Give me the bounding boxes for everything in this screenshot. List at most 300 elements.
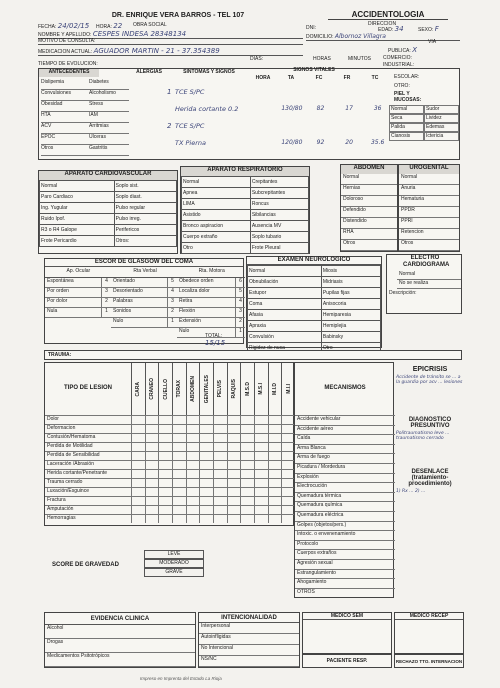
lesion-cell[interactable] bbox=[240, 515, 254, 523]
antecedente-item[interactable]: Diabetes bbox=[89, 79, 129, 90]
antecedente-item[interactable]: Otros bbox=[41, 145, 89, 156]
lesion-cell[interactable] bbox=[227, 425, 241, 433]
lesion-cell[interactable] bbox=[158, 416, 172, 424]
lesion-cell[interactable] bbox=[240, 434, 254, 442]
lesion-cell[interactable] bbox=[254, 461, 268, 469]
option-cell[interactable]: Pulso regular bbox=[114, 203, 176, 214]
antecedente-item[interactable]: Stress bbox=[89, 101, 129, 112]
lesion-cell[interactable] bbox=[158, 452, 172, 460]
lesion-cell[interactable] bbox=[240, 461, 254, 469]
list-item[interactable]: Hernias bbox=[341, 185, 397, 196]
mecanismo-item[interactable]: Arma Blanca bbox=[295, 444, 395, 454]
lesion-cell[interactable] bbox=[240, 425, 254, 433]
list-item[interactable]: Anuria bbox=[399, 185, 459, 196]
mecanismo-item[interactable]: Electrocución bbox=[295, 482, 395, 492]
glasgow-row[interactable] bbox=[111, 278, 177, 288]
lesion-cell[interactable] bbox=[281, 506, 295, 514]
piel-item[interactable]: Palida bbox=[389, 123, 424, 132]
lesion-cell[interactable] bbox=[281, 452, 295, 460]
lesion-cell[interactable] bbox=[199, 479, 213, 487]
lesion-cell[interactable] bbox=[227, 515, 241, 523]
lesion-cell[interactable] bbox=[281, 470, 295, 478]
mecanismo-item[interactable]: Golpes (objetos/pers.) bbox=[295, 521, 395, 531]
mecanismo-item[interactable]: Ahogamiento bbox=[295, 578, 395, 588]
desenlace-text[interactable]: 1) Rx ... 2) ... bbox=[396, 489, 426, 494]
lesion-cell[interactable] bbox=[268, 443, 282, 451]
option-cell[interactable]: Coma bbox=[248, 299, 322, 310]
list-item[interactable]: Normal bbox=[397, 271, 461, 280]
lesion-cell[interactable] bbox=[145, 425, 159, 433]
lesion-cell[interactable] bbox=[131, 425, 145, 433]
glasgow-row[interactable] bbox=[177, 318, 245, 328]
lesion-cell[interactable] bbox=[158, 434, 172, 442]
lesion-cell[interactable] bbox=[158, 425, 172, 433]
option-cell[interactable]: Anisocoria bbox=[321, 299, 380, 310]
lesion-cell[interactable] bbox=[268, 506, 282, 514]
antecedente-item[interactable]: Convulsiones bbox=[41, 90, 89, 101]
vital-fc[interactable]: 82 bbox=[316, 105, 325, 112]
lesion-cell[interactable] bbox=[131, 434, 145, 442]
lesion-cell[interactable] bbox=[145, 470, 159, 478]
lesion-cell[interactable] bbox=[131, 470, 145, 478]
option-cell[interactable]: Apnea bbox=[182, 188, 251, 199]
lesion-cell[interactable] bbox=[227, 506, 241, 514]
piel-item[interactable]: Normal bbox=[389, 105, 424, 114]
lesion-cell[interactable] bbox=[240, 452, 254, 460]
mecanismo-item[interactable]: Accidente aéreo bbox=[295, 425, 395, 435]
lesion-cell[interactable] bbox=[213, 416, 227, 424]
option-cell[interactable]: Ing. Yugular bbox=[40, 203, 115, 214]
piel-item[interactable]: Sudor bbox=[424, 105, 459, 114]
antecedente-item[interactable]: IAM bbox=[89, 112, 129, 123]
domicilio-value[interactable]: Albornoz Villagra bbox=[334, 33, 386, 40]
lesion-cell[interactable] bbox=[199, 470, 213, 478]
lesion-cell[interactable] bbox=[131, 452, 145, 460]
lesion-cell[interactable] bbox=[186, 425, 200, 433]
glasgow-row[interactable] bbox=[111, 288, 177, 298]
lesion-cell[interactable] bbox=[172, 479, 186, 487]
lesion-cell[interactable] bbox=[199, 515, 213, 523]
option-cell[interactable]: Rigidez de nuca bbox=[248, 343, 322, 354]
lesion-cell[interactable] bbox=[145, 443, 159, 451]
list-item[interactable]: PPRI bbox=[399, 218, 459, 229]
lesion-cell[interactable] bbox=[131, 443, 145, 451]
glasgow-row[interactable] bbox=[177, 278, 245, 288]
option-cell[interactable]: Normal bbox=[182, 177, 251, 188]
lesion-cell[interactable] bbox=[268, 470, 282, 478]
publica-value[interactable]: X bbox=[412, 46, 417, 54]
lesion-cell[interactable] bbox=[172, 434, 186, 442]
sintoma-text[interactable]: Herida cortante 0.2 bbox=[175, 104, 239, 113]
lesion-cell[interactable] bbox=[227, 452, 241, 460]
lesion-label: Trauma cerrado bbox=[47, 479, 83, 485]
lesion-cell[interactable] bbox=[254, 479, 268, 487]
antecedente-item[interactable]: Obesidad bbox=[41, 101, 89, 112]
lesion-cell[interactable] bbox=[213, 515, 227, 523]
piel-item[interactable]: Ictericia bbox=[424, 132, 459, 141]
list-item[interactable]: PPDR bbox=[399, 207, 459, 218]
list-item[interactable]: Defendido bbox=[341, 207, 397, 218]
sintoma-text[interactable]: TCE S/PC bbox=[175, 121, 205, 130]
lesion-cell[interactable] bbox=[186, 479, 200, 487]
lesion-cell[interactable] bbox=[131, 515, 145, 523]
option-cell[interactable]: Pulso irreg. bbox=[114, 214, 176, 225]
lesion-cell[interactable] bbox=[145, 479, 159, 487]
lesion-cell[interactable] bbox=[213, 443, 227, 451]
antecedente-item[interactable]: Gastritis bbox=[89, 145, 129, 156]
lesion-cell[interactable] bbox=[281, 425, 295, 433]
lesion-cell[interactable] bbox=[186, 461, 200, 469]
lesion-cell[interactable] bbox=[281, 479, 295, 487]
mecanismo-item[interactable]: OTROS bbox=[295, 588, 395, 598]
list-item[interactable]: No Intencional bbox=[199, 645, 299, 656]
lesion-cell[interactable] bbox=[131, 488, 145, 496]
lesion-cell[interactable] bbox=[172, 443, 186, 451]
lesion-cell[interactable] bbox=[281, 497, 295, 505]
lesion-cell[interactable] bbox=[281, 416, 295, 424]
lesion-cell[interactable] bbox=[254, 434, 268, 442]
lesion-cell[interactable] bbox=[186, 506, 200, 514]
vital-fr[interactable]: 17 bbox=[345, 105, 353, 112]
option-cell[interactable]: Normal bbox=[40, 181, 115, 192]
sintoma-text[interactable]: TCE S/PC bbox=[175, 87, 205, 96]
glasgow-row[interactable] bbox=[45, 298, 111, 308]
lesion-cell[interactable] bbox=[254, 443, 268, 451]
mecanismo-item[interactable]: Cuerpos extraños bbox=[295, 549, 395, 559]
glasgow-row[interactable] bbox=[111, 318, 177, 328]
list-item[interactable]: Doloroso bbox=[341, 196, 397, 207]
trauma-col-label: M.I.D bbox=[272, 383, 279, 395]
lesion-cell[interactable] bbox=[186, 434, 200, 442]
dias-label: DIAS: bbox=[250, 56, 264, 62]
lesion-cell[interactable] bbox=[145, 506, 159, 514]
lesion-cell[interactable] bbox=[145, 416, 159, 424]
vital-fr[interactable]: 20 bbox=[345, 139, 353, 146]
glasgow-row[interactable] bbox=[45, 308, 111, 318]
lesion-cell[interactable] bbox=[172, 488, 186, 496]
lesion-cell[interactable] bbox=[199, 452, 213, 460]
lesion-cell[interactable] bbox=[131, 479, 145, 487]
gravedad-option[interactable]: GRAVE bbox=[144, 568, 204, 577]
list-item[interactable]: Distendido bbox=[341, 218, 397, 229]
mecanismo-item[interactable]: Quemadura química bbox=[295, 501, 395, 511]
lesion-cell[interactable] bbox=[240, 416, 254, 424]
sintoma-num[interactable]: 1 bbox=[167, 87, 172, 96]
lesion-cell[interactable] bbox=[240, 506, 254, 514]
mecanismo-item[interactable]: Arma de fuego bbox=[295, 453, 395, 463]
lesion-cell[interactable] bbox=[199, 461, 213, 469]
mecanismo-item[interactable]: Picadura / Mordedura bbox=[295, 463, 395, 473]
lesion-cell[interactable] bbox=[240, 443, 254, 451]
sintoma-text[interactable]: TX Pierna bbox=[175, 138, 206, 147]
option-cell[interactable]: Estupor bbox=[248, 288, 322, 299]
piel-item[interactable]: Edemas bbox=[424, 123, 459, 132]
glasgow-row[interactable] bbox=[177, 288, 245, 298]
antecedente-item[interactable]: Alcoholismo bbox=[89, 90, 129, 101]
nombre-value[interactable]: CESPES INDESA 28348134 bbox=[92, 30, 187, 38]
lesion-cell[interactable] bbox=[199, 506, 213, 514]
option-cell[interactable]: Pupilas fijas bbox=[321, 288, 380, 299]
vital-tc[interactable]: 35.6 bbox=[370, 139, 385, 146]
lesion-cell[interactable] bbox=[131, 461, 145, 469]
lesion-cell[interactable] bbox=[213, 425, 227, 433]
lesion-cell[interactable] bbox=[254, 416, 268, 424]
option-cell[interactable]: Miosis bbox=[321, 266, 380, 277]
lesion-cell[interactable] bbox=[268, 434, 282, 442]
lesion-cell[interactable] bbox=[227, 497, 241, 505]
lesion-cell[interactable] bbox=[145, 461, 159, 469]
lesion-cell[interactable] bbox=[281, 515, 295, 523]
piel-item[interactable]: Seca bbox=[389, 114, 424, 123]
glasgow-row[interactable] bbox=[45, 278, 111, 288]
lesion-cell[interactable] bbox=[186, 443, 200, 451]
list-item[interactable]: No se realiza bbox=[397, 280, 461, 289]
evidencia-title: EVIDENCIA CLINICA bbox=[45, 613, 195, 625]
lesion-cell[interactable] bbox=[172, 416, 186, 424]
lesion-cell[interactable] bbox=[213, 506, 227, 514]
list-item[interactable]: Otros bbox=[399, 240, 459, 251]
option-cell[interactable]: R3 o R4 Galope bbox=[40, 225, 115, 236]
antecedente-item[interactable]: EPOC bbox=[41, 134, 89, 145]
piel-item[interactable]: Lividez bbox=[424, 114, 459, 123]
list-item[interactable]: Autoinfligidas bbox=[199, 634, 299, 645]
lesion-cell[interactable] bbox=[172, 506, 186, 514]
lesion-cell[interactable] bbox=[199, 434, 213, 442]
option-cell[interactable]: Subcrepitantes bbox=[250, 188, 308, 199]
lesion-cell[interactable] bbox=[213, 452, 227, 460]
lesion-cell[interactable] bbox=[227, 434, 241, 442]
lesion-cell[interactable] bbox=[227, 416, 241, 424]
lesion-cell[interactable] bbox=[172, 515, 186, 523]
antecedente-item[interactable]: ACV bbox=[41, 123, 89, 134]
lesion-cell[interactable] bbox=[213, 434, 227, 442]
glasgow-row[interactable] bbox=[177, 308, 245, 318]
option-cell[interactable]: Hemiparesia bbox=[321, 310, 380, 321]
lesion-cell[interactable] bbox=[227, 443, 241, 451]
mecanismo-item[interactable]: Intoxic. o envenenamiento bbox=[295, 530, 395, 540]
lesion-cell[interactable] bbox=[145, 488, 159, 496]
lesion-cell[interactable] bbox=[186, 452, 200, 460]
lesion-cell[interactable] bbox=[268, 479, 282, 487]
lesion-cell[interactable] bbox=[254, 497, 268, 505]
option-cell[interactable]: Ruido Ipof. bbox=[40, 214, 115, 225]
lesion-cell[interactable] bbox=[158, 470, 172, 478]
lesion-cell[interactable] bbox=[240, 488, 254, 496]
lesion-cell[interactable] bbox=[186, 488, 200, 496]
lesion-cell[interactable] bbox=[172, 452, 186, 460]
lesion-cell[interactable] bbox=[158, 488, 172, 496]
vital-ta[interactable]: 130/80 bbox=[281, 105, 303, 112]
lesion-cell[interactable] bbox=[172, 425, 186, 433]
glasgow-total-value[interactable]: 15/15 bbox=[205, 339, 226, 347]
lesion-cell[interactable] bbox=[227, 488, 241, 496]
lesion-cell[interactable] bbox=[199, 425, 213, 433]
lesion-cell[interactable] bbox=[158, 497, 172, 505]
list-item[interactable]: Hematuria bbox=[399, 196, 459, 207]
vital-fc[interactable]: 92 bbox=[316, 139, 325, 146]
lesion-cell[interactable] bbox=[240, 470, 254, 478]
option-cell[interactable]: Frote Pericardio bbox=[40, 236, 115, 247]
option-cell[interactable]: Otro bbox=[321, 343, 380, 354]
lesion-cell[interactable] bbox=[281, 434, 295, 442]
antecedente-item[interactable]: HTA bbox=[41, 112, 89, 123]
option-cell[interactable]: Roncus bbox=[250, 199, 308, 210]
option-cell[interactable]: Soplo sist. bbox=[114, 181, 176, 192]
option-cell[interactable]: Crepitantes bbox=[250, 177, 308, 188]
lesion-cell[interactable] bbox=[172, 461, 186, 469]
option-cell[interactable]: Asistido bbox=[182, 210, 251, 221]
lesion-cell[interactable] bbox=[158, 506, 172, 514]
sexo-value[interactable]: F bbox=[434, 25, 439, 33]
option-cell[interactable]: Babinsky bbox=[321, 332, 380, 343]
option-cell[interactable]: Frote Pleural bbox=[250, 243, 308, 254]
glasgow-row[interactable] bbox=[177, 298, 245, 308]
glasgow-row[interactable] bbox=[111, 308, 177, 318]
glasgow-row[interactable] bbox=[45, 288, 111, 298]
lesion-cell[interactable] bbox=[240, 479, 254, 487]
mecanismo-item[interactable]: Quemadura térmica bbox=[295, 492, 395, 502]
mecanismo-item[interactable]: Estrangulamiento bbox=[295, 569, 395, 579]
option-cell[interactable]: Cuerpo extraño bbox=[182, 232, 251, 243]
lesion-cell[interactable] bbox=[158, 479, 172, 487]
lesion-cell[interactable] bbox=[227, 461, 241, 469]
option-cell[interactable]: LIMA bbox=[182, 199, 251, 210]
lesion-cell[interactable] bbox=[281, 461, 295, 469]
lesion-cell[interactable] bbox=[213, 461, 227, 469]
option-cell[interactable]: Bronco aspiracion bbox=[182, 221, 251, 232]
sintoma-num[interactable]: 2 bbox=[167, 121, 172, 130]
lesion-cell[interactable] bbox=[172, 497, 186, 505]
lesion-cell[interactable] bbox=[158, 461, 172, 469]
option-cell[interactable]: Soplo tubario bbox=[250, 232, 308, 243]
list-item[interactable]: RHA bbox=[341, 229, 397, 240]
mecanismo-item[interactable]: Quemadura eléctrica bbox=[295, 511, 395, 521]
edad-value[interactable]: 34 bbox=[394, 25, 404, 33]
lesion-cell[interactable] bbox=[268, 488, 282, 496]
lesion-cell[interactable] bbox=[268, 497, 282, 505]
lesion-cell[interactable] bbox=[199, 443, 213, 451]
lesion-cell[interactable] bbox=[213, 488, 227, 496]
diagnostico-text[interactable]: Politraumatismo leve ... traumatismo cerrado bbox=[396, 431, 450, 441]
lesion-cell[interactable] bbox=[145, 497, 159, 505]
lesion-cell[interactable] bbox=[254, 452, 268, 460]
table-row bbox=[248, 321, 381, 332]
option-cell[interactable]: Sibilancias bbox=[250, 210, 308, 221]
lesion-cell[interactable] bbox=[254, 506, 268, 514]
option-cell[interactable]: Afasia bbox=[248, 310, 322, 321]
lesion-cell[interactable] bbox=[213, 470, 227, 478]
lesion-cell[interactable] bbox=[186, 497, 200, 505]
option-cell[interactable]: Midriasis bbox=[321, 277, 380, 288]
lesion-cell[interactable] bbox=[186, 515, 200, 523]
option-cell[interactable]: Ausencia MV bbox=[250, 221, 308, 232]
antecedente-item[interactable]: Ulceras bbox=[89, 134, 129, 145]
mecanismo-item[interactable]: Caída bbox=[295, 434, 395, 444]
list-item[interactable]: NS/NC bbox=[199, 656, 299, 667]
lesion-cell[interactable] bbox=[158, 515, 172, 523]
mecanismos-section bbox=[294, 362, 394, 598]
vital-tc[interactable]: 36 bbox=[373, 105, 382, 112]
option-cell[interactable]: Hemiplejia bbox=[321, 321, 380, 332]
mecanismo-item[interactable]: Accidente vehicular bbox=[295, 415, 395, 425]
fecha-value[interactable]: 24/02/15 bbox=[57, 22, 90, 30]
lesion-cell[interactable] bbox=[199, 497, 213, 505]
mecanismo-item[interactable]: Protocolo bbox=[295, 540, 395, 550]
list-item[interactable]: Interpersonal bbox=[199, 623, 299, 634]
option-cell[interactable]: Normal bbox=[248, 266, 322, 277]
lesion-cell[interactable] bbox=[145, 452, 159, 460]
lesion-cell[interactable] bbox=[131, 497, 145, 505]
list-item[interactable]: Normal bbox=[399, 174, 459, 185]
antecedente-item[interactable]: Arritmias bbox=[89, 123, 129, 134]
lesion-cell[interactable] bbox=[281, 443, 295, 451]
list-item[interactable]: Retencion bbox=[399, 229, 459, 240]
lesion-cell[interactable] bbox=[186, 470, 200, 478]
list-item[interactable]: Drogas bbox=[45, 639, 195, 653]
lesion-cell[interactable] bbox=[254, 470, 268, 478]
option-cell[interactable]: Convulsión bbox=[248, 332, 322, 343]
lesion-cell[interactable] bbox=[268, 461, 282, 469]
lesion-cell[interactable] bbox=[281, 488, 295, 496]
list-item[interactable]: Alcohol bbox=[45, 625, 195, 639]
glasgow-row[interactable] bbox=[111, 298, 177, 308]
list-item[interactable]: Medicamentos Psitotrópicos bbox=[45, 653, 195, 667]
lesion-cell[interactable] bbox=[213, 497, 227, 505]
lesion-cell[interactable] bbox=[213, 479, 227, 487]
antecedente-item[interactable]: Dislipemia bbox=[41, 79, 89, 90]
lesion-cell[interactable] bbox=[254, 425, 268, 433]
lesion-cell[interactable] bbox=[254, 515, 268, 523]
lesion-cell[interactable] bbox=[268, 425, 282, 433]
mecanismo-item[interactable]: Explosión bbox=[295, 473, 395, 483]
lesion-cell[interactable] bbox=[268, 416, 282, 424]
gravedad-option[interactable]: LEVE bbox=[144, 550, 204, 559]
vital-ta[interactable]: 120/80 bbox=[281, 139, 303, 146]
lesion-cell[interactable] bbox=[199, 488, 213, 496]
option-cell[interactable]: Otros: bbox=[114, 236, 176, 247]
lesion-cell[interactable] bbox=[158, 443, 172, 451]
option-cell[interactable]: Perifericos bbox=[114, 225, 176, 236]
option-cell[interactable]: Paro Cardiaco bbox=[40, 192, 115, 203]
gravedad-option[interactable]: MODERADO bbox=[144, 559, 204, 568]
piel-item[interactable]: Cianosis bbox=[389, 132, 424, 141]
lesion-cell[interactable] bbox=[145, 434, 159, 442]
option-cell[interactable]: Apraxia bbox=[248, 321, 322, 332]
option-cell[interactable]: Otro bbox=[182, 243, 251, 254]
lesion-cell[interactable] bbox=[268, 452, 282, 460]
lesion-cell[interactable] bbox=[172, 470, 186, 478]
mecanismo-item[interactable]: Agresión sexual bbox=[295, 559, 395, 569]
hora-value[interactable]: 22 bbox=[113, 22, 123, 30]
lesion-cell[interactable] bbox=[131, 506, 145, 514]
list-item[interactable]: Normal bbox=[341, 174, 397, 185]
lesion-cell[interactable] bbox=[199, 416, 213, 424]
epicrisis-text[interactable]: Accidente de tránsito se ... a la guardia por acv ... lesiones bbox=[396, 375, 463, 385]
lesion-cell[interactable] bbox=[227, 479, 241, 487]
option-cell[interactable]: Soplo diast. bbox=[114, 192, 176, 203]
option-cell[interactable]: Obnubilación bbox=[248, 277, 322, 288]
lesion-cell[interactable] bbox=[186, 416, 200, 424]
medicacion-value[interactable]: AGUADOR MARTIN - 21 - 37.354389 bbox=[93, 47, 220, 55]
lesion-cell[interactable] bbox=[131, 416, 145, 424]
lesion-cell[interactable] bbox=[227, 470, 241, 478]
lesion-cell[interactable] bbox=[145, 515, 159, 523]
lesion-cell[interactable] bbox=[240, 497, 254, 505]
industrial-label: INDUSTRIAL: bbox=[383, 62, 415, 68]
list-item[interactable]: Otros bbox=[341, 240, 397, 251]
lesion-cell[interactable] bbox=[268, 515, 282, 523]
lesion-cell[interactable] bbox=[254, 488, 268, 496]
